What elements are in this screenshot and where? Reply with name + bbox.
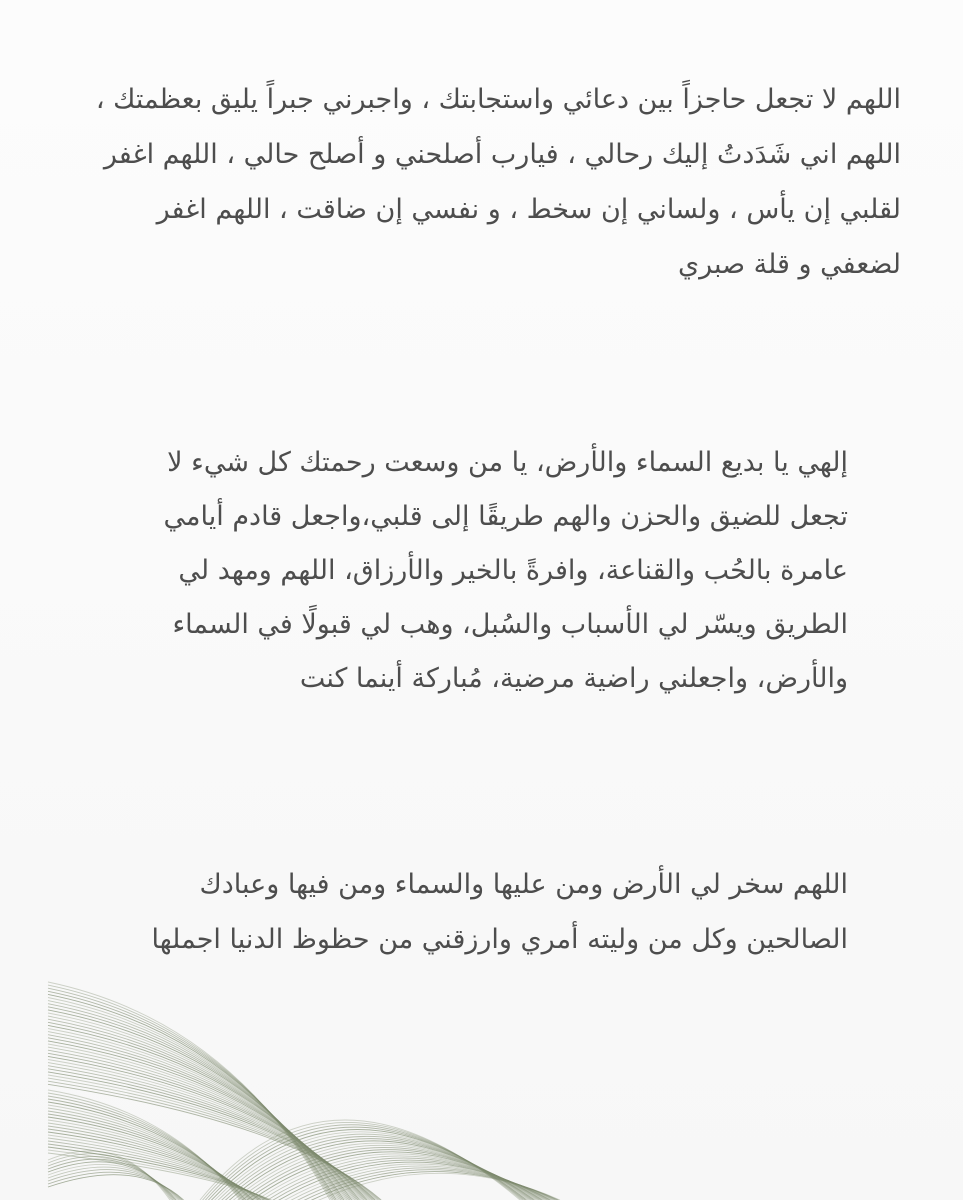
text-line: الطريق ويسّر لي الأسباب والسُبل، وهب لي قبولًا في السماء: [172, 609, 848, 640]
text-line: الصالحين وكل من وليته أمري وارزقني من حظوظ الدنيا اجملها: [151, 924, 848, 955]
text-line: لضعفي و قلة صبري: [677, 249, 901, 280]
wave-line: [48, 1007, 342, 1200]
text-line: اللهم اني شَدَدتُ إليك رحالي ، فيارب أصلحني و أصلح حالي ، اللهم اغفر: [103, 139, 901, 170]
text-line: لقلبي إن يأس ، ولساني إن سخط ، و نفسي إن ضاقت ، اللهم اغفر: [156, 194, 901, 225]
text-line: اللهم لا تجعل حاجزاً بين دعائي واستجابتك ، واجبرني جبراً يليق بعظمتك ،: [95, 84, 901, 115]
text-line: إلهي يا بديع السماء والأرض، يا من وسعت رحمتك كل شيء لا: [167, 447, 848, 478]
text-line: عامرة بالحُب والقناعة، وافرةً بالخير والأرزاق، اللهم ومهد لي: [178, 555, 848, 586]
wave-line: [48, 1154, 172, 1200]
wave-line-decoration: [0, 960, 963, 1200]
text-line: والأرض، واجعلني راضية مرضية، مُباركة أينما كنت: [299, 663, 848, 694]
wave-line: [48, 1093, 242, 1200]
wave-line: [48, 1099, 245, 1200]
text-line: تجعل للضيق والحزن والهم طريقًا إلى قلبي،واجعل قادم أيامي: [163, 501, 848, 532]
dua-paragraph-1: [51, 72, 901, 292]
wave-line: [48, 1111, 251, 1200]
text-line: اللهم سخر لي الأرض ومن عليها والسماء ومن فيها وعبادك: [199, 869, 848, 900]
dua-paragraph-3: [88, 857, 848, 967]
dua-paragraph-2: [88, 436, 848, 706]
